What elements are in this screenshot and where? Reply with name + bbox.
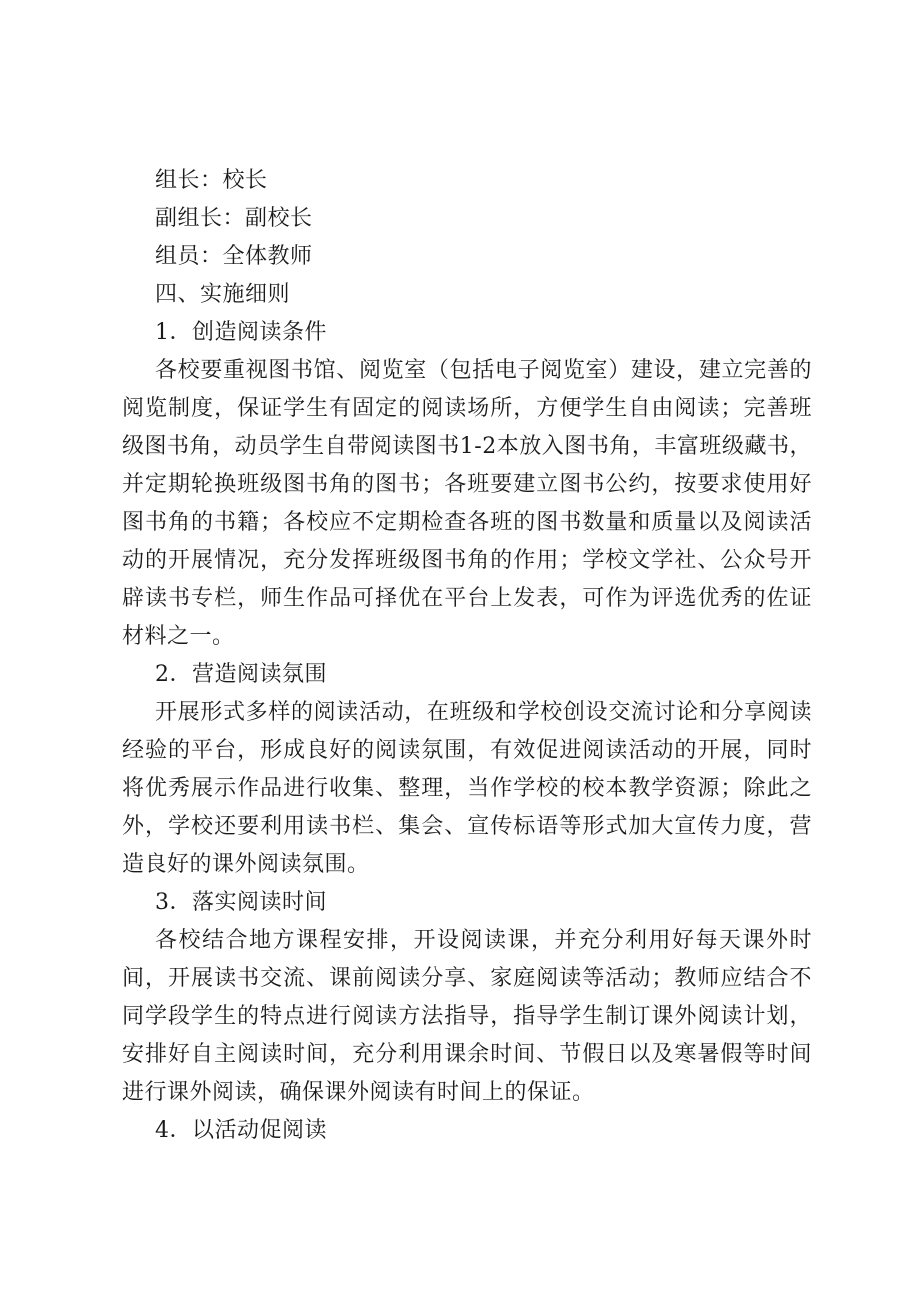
item1-paragraph: 各校要重视图书馆、阅览室（包括电子阅览室）建设，建立完善的阅览制度，保证学生有固定的阅读场所，方便学生自由阅读；完善班级图书角，动员学生自带阅读图书1-2本放入图书角，丰富班级藏书，并定期轮换班级图书角的图书；各班要建立图书公约，按要求使用好图书角的书籍；各校应不定期检查各班的图书数量和质量以及阅读活动的开展情况，充分发挥班级图书角的作用；学校文学社、公众号开辟读书专栏，师生作品可择优在平台上发表，可作为评选优秀的佐证材料之一。	[122, 358, 812, 649]
section-four-heading: 四、实施细则	[155, 282, 291, 307]
document-body	[122, 162, 812, 1150]
item4-heading: 4．以活动促阅读	[155, 1118, 327, 1143]
item2-heading: 2．营造阅读氛围	[155, 662, 327, 687]
members-line: 组员：全体教师	[155, 244, 313, 269]
item2-paragraph: 开展形式多样的阅读活动，在班级和学校创设交流讨论和分享阅读经验的平台，形成良好的阅读氛围，有效促进阅读活动的开展，同时将优秀展示作品进行收集、整理，当作学校的校本教学资源；除此之外，学校还要利用读书栏、集会、宣传标语等形式加大宣传力度，营造良好的课外阅读氛围。	[122, 700, 812, 877]
item1-heading: 1．创造阅读条件	[155, 320, 327, 345]
item3-paragraph: 各校结合地方课程安排，开设阅读课，并充分利用好每天课外时间，开展读书交流、课前阅读分享、家庭阅读等活动；教师应结合不同学段学生的特点进行阅读方法指导，指导学生制订课外阅读计划，安排好自主阅读时间，充分利用课余时间、节假日以及寒暑假等时间进行课外阅读，确保课外阅读有时间上的保证。	[122, 928, 812, 1105]
leader-line: 组长：校长	[155, 168, 268, 193]
item3-heading: 3．落实阅读时间	[155, 890, 327, 915]
deputy-leader-line: 副组长：副校长	[155, 206, 313, 231]
